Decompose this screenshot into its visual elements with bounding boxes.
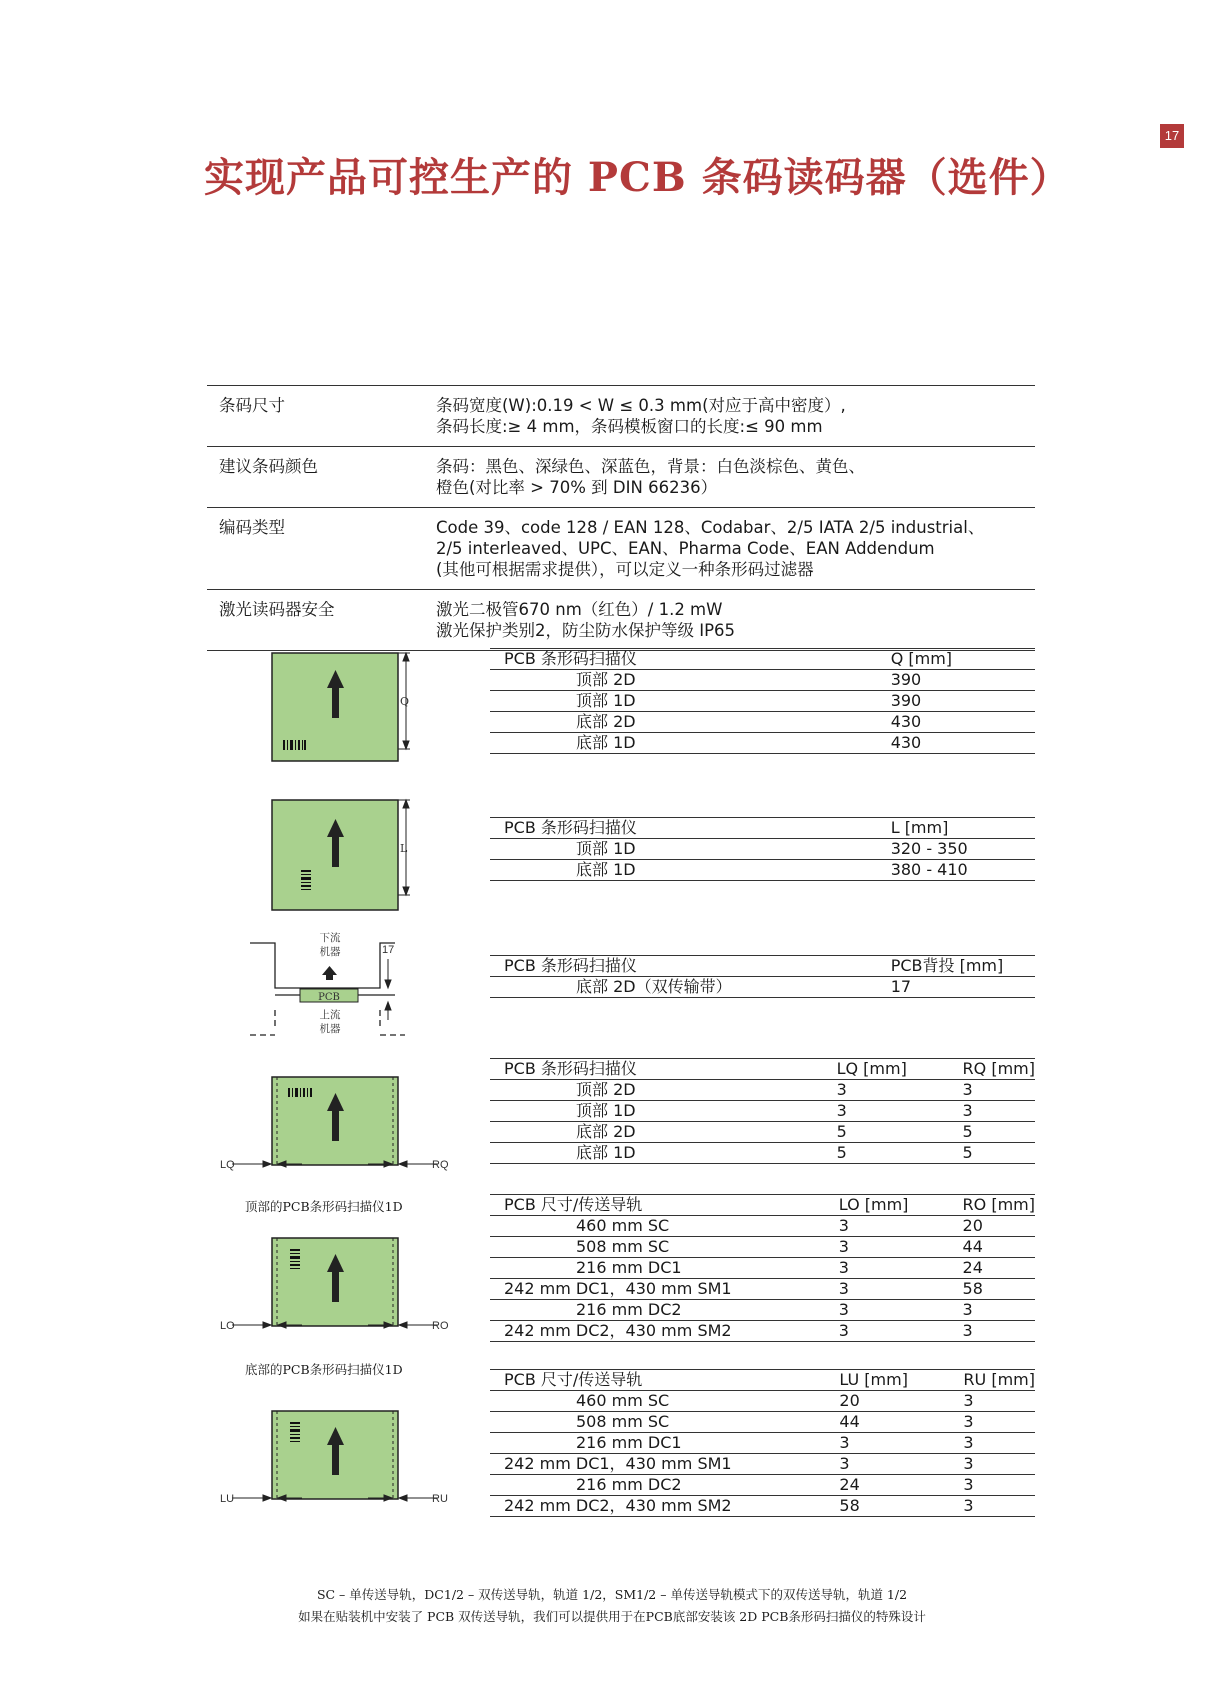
table-row bbox=[490, 1433, 1035, 1454]
spec-value-line: 激光保护类别2，防尘防水保护等级 IP65 bbox=[436, 621, 736, 640]
upstream-machine-label: 机器 bbox=[319, 1023, 341, 1035]
table-cell: 5 bbox=[837, 1143, 963, 1164]
table-cell: 380 - 410 bbox=[891, 860, 1035, 881]
diagram-side-view bbox=[210, 925, 430, 1050]
table-cell: 3 bbox=[963, 1454, 1035, 1475]
spec-table bbox=[207, 385, 1035, 651]
table-header-row bbox=[490, 818, 1035, 839]
column-header: RU [mm] bbox=[963, 1370, 1035, 1389]
diagram-lo-ro bbox=[210, 1236, 449, 1341]
column-header: PCB背投 [mm] bbox=[891, 956, 1035, 977]
lq-label: LQ bbox=[220, 1159, 235, 1171]
table-row bbox=[490, 733, 1035, 754]
table-cell: 3 bbox=[839, 1279, 963, 1300]
spec-row bbox=[207, 590, 1035, 651]
table-row bbox=[490, 1237, 1035, 1258]
table-cell: 5 bbox=[837, 1122, 963, 1143]
spec-value bbox=[424, 386, 1035, 447]
table-row bbox=[490, 1143, 1035, 1164]
table-cell: 3 bbox=[963, 1475, 1035, 1496]
table-row bbox=[490, 977, 1035, 998]
table-cell: 底部 2D（双传输带） bbox=[490, 977, 891, 998]
column-header: LO [mm] bbox=[839, 1195, 963, 1216]
spec-row bbox=[207, 447, 1035, 508]
table-cell: 3 bbox=[963, 1412, 1035, 1433]
table-row bbox=[490, 1101, 1035, 1122]
table-header-row bbox=[490, 1370, 1035, 1391]
column-header: LU [mm] bbox=[839, 1370, 963, 1391]
table-cell: 460 mm SC bbox=[490, 1216, 839, 1237]
ro-label: RO bbox=[432, 1320, 449, 1332]
diagram-l bbox=[210, 797, 430, 917]
diagram-lq-rq bbox=[210, 1075, 449, 1180]
column-header: LQ [mm] bbox=[837, 1059, 963, 1080]
page-title: 实现产品可控生产的 PCB 条码读码器（选件） bbox=[204, 154, 1071, 201]
table-cell: 216 mm DC2 bbox=[490, 1300, 839, 1321]
column-header: PCB 条形码扫描仪 bbox=[490, 1059, 837, 1080]
table-cell: 508 mm SC bbox=[490, 1237, 839, 1258]
table-row bbox=[490, 1080, 1035, 1101]
table-row bbox=[490, 1321, 1035, 1342]
table-cell: 3 bbox=[839, 1258, 963, 1279]
spec-value bbox=[424, 508, 1035, 590]
dim-17-line bbox=[385, 959, 391, 1020]
table-header-row bbox=[490, 1059, 1035, 1080]
table-cell: 3 bbox=[839, 1237, 963, 1258]
table-row bbox=[490, 860, 1035, 881]
table-cell: 20 bbox=[963, 1216, 1035, 1237]
table-row bbox=[490, 839, 1035, 860]
caption-bottom-scanner: 底部的PCB条形码扫描仪1D bbox=[245, 1362, 403, 1377]
spec-value-line: 橙色(对比率 > 70% 到 DIN 66236） bbox=[436, 478, 718, 497]
table-cell: 24 bbox=[839, 1475, 963, 1496]
table-cell: 44 bbox=[839, 1412, 963, 1433]
table-l-distance bbox=[490, 817, 1035, 881]
table-cell: 17 bbox=[891, 977, 1035, 998]
table-cell: 44 bbox=[963, 1237, 1035, 1258]
diagram-lu-ru bbox=[210, 1409, 448, 1514]
table-cell: 底部 2D bbox=[490, 1122, 837, 1143]
table-row bbox=[490, 670, 1035, 691]
table-cell: 3 bbox=[963, 1080, 1035, 1101]
table-cell: 508 mm SC bbox=[490, 1412, 839, 1433]
table-lo-ro bbox=[490, 1194, 1035, 1342]
table-cell: 顶部 2D bbox=[490, 1080, 837, 1101]
table-header-row bbox=[490, 956, 1035, 977]
table-cell: 顶部 1D bbox=[490, 839, 891, 860]
spec-value-line: 激光二极管670 nm（红色）/ 1.2 mW bbox=[436, 600, 723, 619]
table-lq-rq bbox=[490, 1058, 1035, 1164]
table-cell: 216 mm DC1 bbox=[490, 1433, 839, 1454]
table-cell: 3 bbox=[963, 1433, 1035, 1454]
column-header: PCB 尺寸/传送导轨 bbox=[490, 1195, 839, 1216]
table-cell: 底部 1D bbox=[490, 860, 891, 881]
table-row bbox=[490, 1412, 1035, 1433]
spec-label: 编码类型 bbox=[207, 508, 424, 590]
spec-label: 建议条码颜色 bbox=[207, 447, 424, 508]
table-row bbox=[490, 691, 1035, 712]
table-q-distance bbox=[490, 648, 1035, 754]
spec-value-line: 2/5 interleaved、UPC、EAN、Pharma Code、EAN Addendum bbox=[436, 539, 935, 558]
footnote-special-design: 如果在贴装机中安装了 PCB 双传送导轨，我们可以提供用于在PCB底部安装该 2D PCB条形码扫描仪的特殊设计 bbox=[298, 1609, 926, 1624]
table-row bbox=[490, 712, 1035, 733]
table-cell: 顶部 1D bbox=[490, 691, 891, 712]
column-header: Q [mm] bbox=[891, 649, 1035, 670]
spec-value-line: (其他可根据需求提供），可以定义一种条形码过滤器 bbox=[436, 560, 814, 579]
table-cell: 390 bbox=[891, 670, 1035, 691]
pcb-label: PCB bbox=[318, 992, 340, 1003]
spec-row bbox=[207, 386, 1035, 447]
table-cell: 320 - 350 bbox=[891, 839, 1035, 860]
l-label: L bbox=[400, 842, 408, 855]
spec-value-line: Code 39、code 128 / EAN 128、Codabar、2/5 IATA 2/5 industrial、 bbox=[436, 518, 985, 537]
lu-label: LU bbox=[220, 1493, 235, 1505]
downstream-label: 下流 bbox=[319, 932, 341, 944]
spec-label: 条码尺寸 bbox=[207, 386, 424, 447]
table-header-row bbox=[490, 649, 1035, 670]
table-row bbox=[490, 1391, 1035, 1412]
caption-top-scanner: 顶部的PCB条形码扫描仪1D bbox=[245, 1199, 403, 1214]
spec-value bbox=[424, 590, 1035, 651]
spec-label: 激光读码器安全 bbox=[207, 590, 424, 651]
table-cell: 3 bbox=[839, 1300, 963, 1321]
table-cell: 底部 1D bbox=[490, 733, 891, 754]
table-row bbox=[490, 1216, 1035, 1237]
spec-row bbox=[207, 508, 1035, 590]
page-number-badge: 17 bbox=[1160, 124, 1184, 148]
table-row bbox=[490, 1496, 1035, 1517]
table-cell: 242 mm DC2，430 mm SM2 bbox=[490, 1321, 839, 1342]
footnote-abbreviations: SC – 单传送导轨，DC1/2 – 双传送导轨，轨道 1/2，SM1/2 – 单传送导轨模式下的双传送导轨，轨道 1/2 bbox=[316, 1587, 908, 1602]
table-cell: 242 mm DC2，430 mm SM2 bbox=[490, 1496, 839, 1517]
column-header: RQ [mm] bbox=[962, 1059, 1035, 1078]
table-row bbox=[490, 1454, 1035, 1475]
table-cell: 3 bbox=[963, 1391, 1035, 1412]
table-cell: 430 bbox=[891, 712, 1035, 733]
column-header: PCB 尺寸/传送导轨 bbox=[490, 1370, 839, 1391]
table-row bbox=[490, 1475, 1035, 1496]
table-header-row bbox=[490, 1195, 1035, 1216]
column-header: L [mm] bbox=[891, 818, 1035, 839]
spec-value bbox=[424, 447, 1035, 508]
table-cell: 242 mm DC1，430 mm SM1 bbox=[490, 1279, 839, 1300]
table-cell: 顶部 1D bbox=[490, 1101, 837, 1122]
table-cell: 3 bbox=[839, 1433, 963, 1454]
table-cell: 58 bbox=[963, 1279, 1035, 1300]
table-cell: 3 bbox=[963, 1496, 1035, 1517]
spec-value-line: 条码宽度(W):0.19 < W ≤ 0.3 mm(对应于高中密度）, bbox=[436, 396, 846, 415]
upstream-label: 上流 bbox=[319, 1009, 341, 1021]
spec-value-line: 条码：黑色、深绿色、深蓝色，背景：白色淡棕色、黄色、 bbox=[436, 457, 865, 476]
downstream-machine-label: 机器 bbox=[319, 946, 341, 958]
dim-17-label: 17 bbox=[382, 944, 395, 956]
table-cell: 3 bbox=[963, 1101, 1035, 1122]
table-cell: 顶部 2D bbox=[490, 670, 891, 691]
table-cell: 58 bbox=[839, 1496, 963, 1517]
lo-label: LO bbox=[220, 1320, 235, 1332]
table-cell: 3 bbox=[839, 1454, 963, 1475]
table-cell: 3 bbox=[839, 1321, 963, 1342]
q-label: Q bbox=[400, 695, 410, 708]
table-row bbox=[490, 1279, 1035, 1300]
table-cell: 390 bbox=[891, 691, 1035, 712]
table-pcb-backprojection bbox=[490, 955, 1035, 998]
table-cell: 460 mm SC bbox=[490, 1391, 839, 1412]
table-cell: 24 bbox=[963, 1258, 1035, 1279]
table-cell: 242 mm DC1，430 mm SM1 bbox=[490, 1454, 839, 1475]
table-cell: 216 mm DC1 bbox=[490, 1258, 839, 1279]
arrow-up-icon bbox=[322, 966, 337, 980]
table-lu-ru bbox=[490, 1369, 1035, 1517]
table-cell: 3 bbox=[837, 1101, 963, 1122]
table-row bbox=[490, 1122, 1035, 1143]
table-cell: 3 bbox=[837, 1080, 963, 1101]
column-header: PCB 条形码扫描仪 bbox=[490, 818, 891, 839]
table-cell: 3 bbox=[963, 1321, 1035, 1342]
diagram-q bbox=[210, 648, 430, 768]
table-cell: 底部 1D bbox=[490, 1143, 837, 1164]
table-cell: 430 bbox=[891, 733, 1035, 754]
table-cell: 20 bbox=[839, 1391, 963, 1412]
table-row bbox=[490, 1258, 1035, 1279]
spec-value-line: 条码长度:≥ 4 mm，条码模板窗口的长度:≤ 90 mm bbox=[436, 417, 823, 436]
table-cell: 216 mm DC2 bbox=[490, 1475, 839, 1496]
table-cell: 3 bbox=[839, 1216, 963, 1237]
table-row bbox=[490, 1300, 1035, 1321]
rq-label: RQ bbox=[432, 1159, 449, 1171]
table-cell: 5 bbox=[963, 1122, 1035, 1143]
table-cell: 3 bbox=[963, 1300, 1035, 1321]
column-header: PCB 条形码扫描仪 bbox=[490, 956, 891, 977]
ru-label: RU bbox=[432, 1493, 448, 1505]
table-cell: 底部 2D bbox=[490, 712, 891, 733]
column-header: RO [mm] bbox=[962, 1195, 1035, 1214]
table-cell: 5 bbox=[963, 1143, 1035, 1164]
column-header: PCB 条形码扫描仪 bbox=[490, 649, 891, 670]
